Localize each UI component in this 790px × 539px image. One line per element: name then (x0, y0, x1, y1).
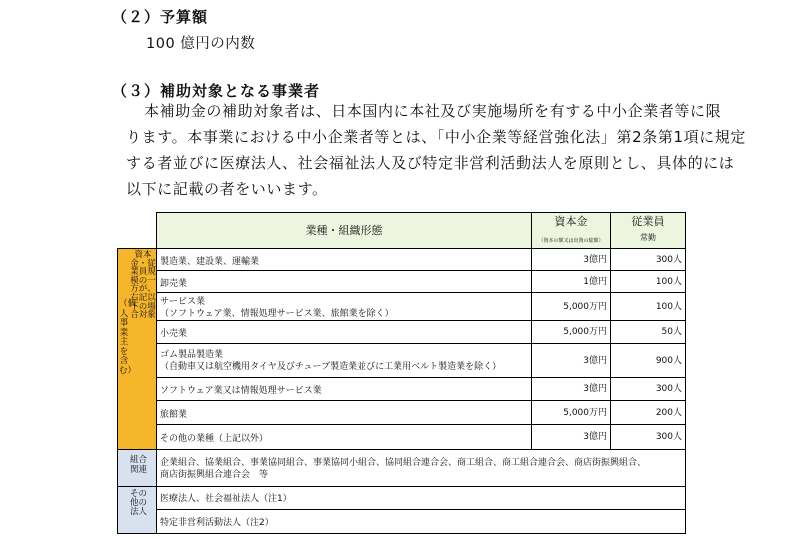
para-line: ります。本事業における中小企業者等とは、「中小企業等経営強化法」第2条第1項に規定 (126, 128, 746, 146)
union-text-line1: 企業組合、協業組合、事業協同組合、事業協同小組合、協同組合連合会、商工組合、商工組合連合会、商店街振興組合、 (160, 458, 647, 468)
row-capital: 3億円 (531, 377, 611, 401)
row-employees: 300人 (610, 248, 686, 271)
other-label-cell (117, 486, 157, 534)
union-text (156, 449, 686, 487)
para-line: する者並びに医療法人、社会福祉法人及び特定非営利活動法人を原則とし、具体的には (126, 154, 735, 172)
section3-paragraph (126, 98, 746, 202)
header-type: 業種・組織形態 (156, 212, 532, 249)
row-capital: 5,000万円 (531, 400, 611, 425)
row-type: 製造業、建設業、運輸業 (156, 248, 532, 271)
other-row: 特定非営利活動法人（注2） (156, 509, 686, 534)
row-type: その他の業種（上記以外） (156, 424, 532, 450)
row-type-line2: （自動車又は航空機用タイヤ及びチューブ製造業並びに工業用ベルト製造業を除く） (160, 362, 502, 372)
row-capital: 1億円 (531, 270, 611, 293)
header-employees-label: 従業員 (631, 215, 665, 228)
row-capital: 3億円 (531, 424, 611, 450)
row-type-line2: （ソフトウェア業、情報処理サービス業、旅館業を除く） (160, 309, 394, 319)
union-label-cell (117, 449, 157, 487)
row-type-line1: サービス業 (160, 297, 206, 307)
other-label: その他の法人 (130, 489, 148, 517)
row-type (156, 292, 532, 321)
row-employees: 100人 (610, 270, 686, 293)
para-line: 以下に記載の者をいいます。 (126, 180, 328, 198)
header-capital-label: 資本金 (554, 215, 588, 228)
union-label: 組合関連 (130, 455, 148, 475)
header-capital-note: （資本の額又は出資の総額） (538, 238, 604, 244)
row-employees: 300人 (610, 377, 686, 401)
union-text-line2: 商店街振興組合連合会 等 (160, 470, 269, 480)
row-type (156, 343, 532, 378)
header-employees (610, 212, 686, 249)
row-employees: 900人 (610, 343, 686, 378)
row-employees: 100人 (610, 292, 686, 321)
row-type-line1: ゴム製品製造業 (160, 350, 224, 360)
section2-text: 100 億円の内数 (146, 36, 256, 52)
other-row: 医療法人、社会福祉法人（注1） (156, 486, 686, 510)
side-outer-label: （個人事業主を含む） (119, 299, 137, 376)
row-type: 旅館業 (156, 400, 532, 425)
row-type: ソフトウェア業又は情報処理サービス業 (156, 377, 532, 401)
header-employees-sub: 常勤 (640, 233, 656, 242)
row-capital: 5,000万円 (531, 320, 611, 344)
para-line: 本補助金の補助対象者は、日本国内に本社及び実施場所を有する中小企業者等に限 (144, 102, 722, 120)
row-capital: 3億円 (531, 248, 611, 271)
row-employees: 50人 (610, 320, 686, 344)
row-type: 小売業 (156, 320, 532, 344)
row-type: 卸売業 (156, 270, 532, 293)
row-capital: 5,000万円 (531, 292, 611, 321)
section2-heading: （２）予算額 (112, 8, 209, 26)
row-capital: 3億円 (531, 343, 611, 378)
row-employees: 300人 (610, 424, 686, 450)
row-employees: 200人 (610, 400, 686, 425)
side-inner-label: 資本金・従業員規模の一方が、右記以下の場合対象 (130, 250, 156, 321)
section3-heading: （３）補助対象となる事業者 (112, 82, 321, 100)
header-capital (531, 212, 611, 249)
